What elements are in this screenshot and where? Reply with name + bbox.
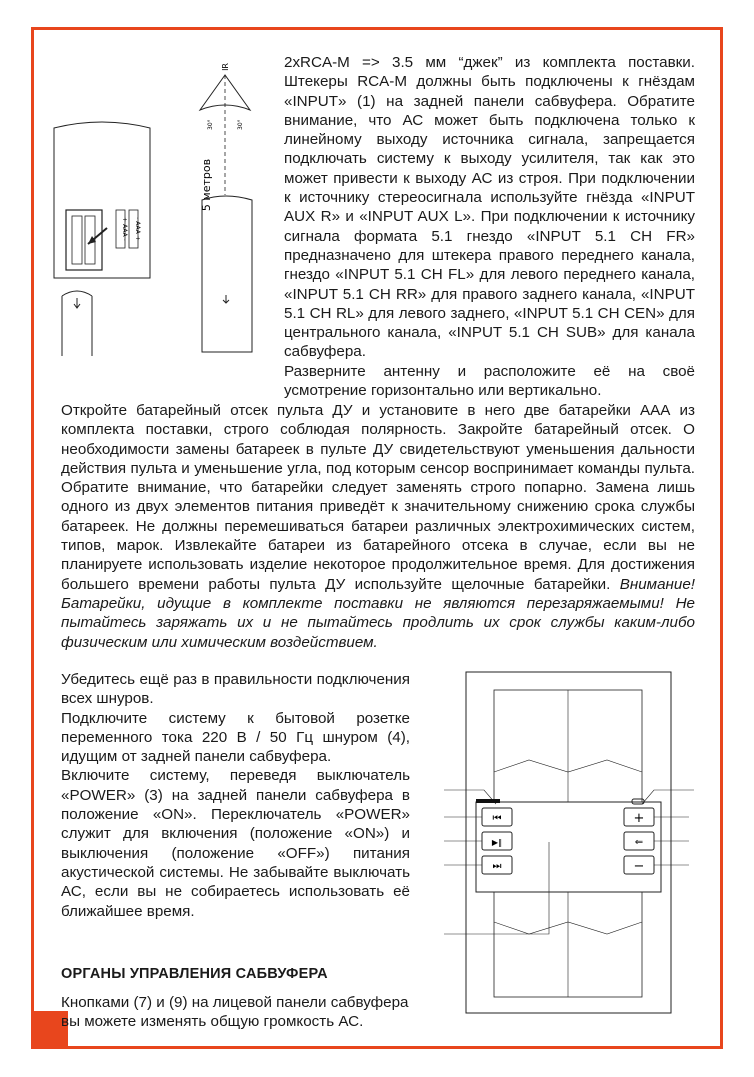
prev-icon: ⏮: [492, 813, 502, 824]
angle-right-label: 30°: [237, 119, 244, 130]
battery-instructions: Откройте батарейный отсек пульта ДУ и установите в него две батарейки ААА из комплекта поставки, строго соблюдая полярность. Закройте батарейный отсек. О необходимости замены батареек в пульте ДУ свидетельствуют уменьшения дальности действия пульта и уменьшение угла, под которым сенсор воспринимает команды пульта. Обратите внимание, что батарейки следует заменять строго попарно. Замена лишь одного из двух элементов питания приведёт к значительному снижению срока службы батареек. Не должны перемешиваться батареи различных электрохимических систем, типов, марок. Извлекайте батареи из батарейного отсека в случае, если вы не планируете использовать изделие некоторое продолжительное время. Для достижения большего времени работы пульта ДУ используйте щелочные батарейки.: [61, 402, 695, 593]
battery-warning: Внимание! Батарейки, идущие в комплекте поставки не являются перезаряжаемыми! Не пытайтесь заряжать их и не пытайтесь продлить их срок службы каким-либо физическим или химическим воздействием.: [61, 575, 695, 651]
input-icon: ⇐: [634, 837, 644, 848]
paragraph-connection: 2xRCA-M => 3.5 мм “джек” из комплекта поставки. Штекеры RCA-M должны быть подключены к гнёздам «INPUT» (1) на задней панели сабвуфера. Обратите внимание, что АС может быть подключена только к линейному выходу источника сигнала, запрещается подключать систему к выходу усилителя, так как это может привести к выходу АС из строя. При подключении к источнику стереосигнала используйте гнёзда «INPUT AUX R» и «INPUT AUX L». При подключении к источнику сигнала формата 5.1 гнездо «INPUT 5.1 CH FR» предназначено для штекера правого переднего канала, гнездо «INPUT 5.1 CH FL» для левого переднего канала, «INPUT 5.1 CH RR» для правого заднего канала, «INPUT 5.1 CH RL» для левого заднего, «INPUT 5.1 CH CEN» для центрального канала, «INPUT 5.1 CH SUB» для канала сабвуфера.: [284, 54, 695, 361]
battery-label-2: - AAA +: [134, 217, 141, 241]
battery-text: [61, 401, 695, 652]
minus-icon: −: [633, 859, 645, 874]
paragraph-battery: [61, 401, 695, 652]
paragraph-antenna: Разверните антенну и расположите её на своё усмотрение горизонтально или вертикально.: [284, 362, 695, 400]
connection-text: [284, 53, 695, 400]
angle-left-label: 30°: [207, 119, 214, 130]
distance-label: 5 метров: [200, 158, 213, 212]
paragraph-volume: Кнопками (7) и (9) на лицевой панели сабвуфера вы можете изменять общую громкость АС.: [61, 994, 409, 1031]
paragraph-mains: Подключите систему к бытовой розетке переменного тока 220 В / 50 Гц шнуром (4), идущим от задней панели сабвуфера.: [61, 709, 410, 766]
section-heading: ОРГАНЫ УПРАВЛЕНИЯ САБВУФЕРА: [61, 966, 328, 982]
subwoofer-panel-figure: [444, 672, 694, 1022]
battery-label-1: + AAA -: [121, 217, 128, 241]
remote-battery-figure: [52, 118, 152, 358]
next-icon: ⏭: [492, 861, 502, 872]
plus-icon: +: [633, 811, 645, 826]
ir-range-figure: [190, 55, 270, 355]
play-pause-icon: ▶‖: [491, 838, 503, 847]
paragraph-check-cables: Убедитесь ещё раз в правильности подключения всех шнуров.: [61, 671, 410, 708]
controls-text: [61, 993, 410, 1032]
power-text: [61, 670, 410, 921]
paragraph-power-switch: Включите систему, переведя выключатель «POWER» (3) на задней панели сабвуфера в положение «ON». Переключатель «POWER» служит для включения (положение «ON») и выключения (положение «OFF») питания акустической системы. Не забывайте выключать АС, если вы не собираетесь использовать её ближайшее время.: [61, 767, 410, 920]
ir-label: IR: [221, 63, 230, 71]
